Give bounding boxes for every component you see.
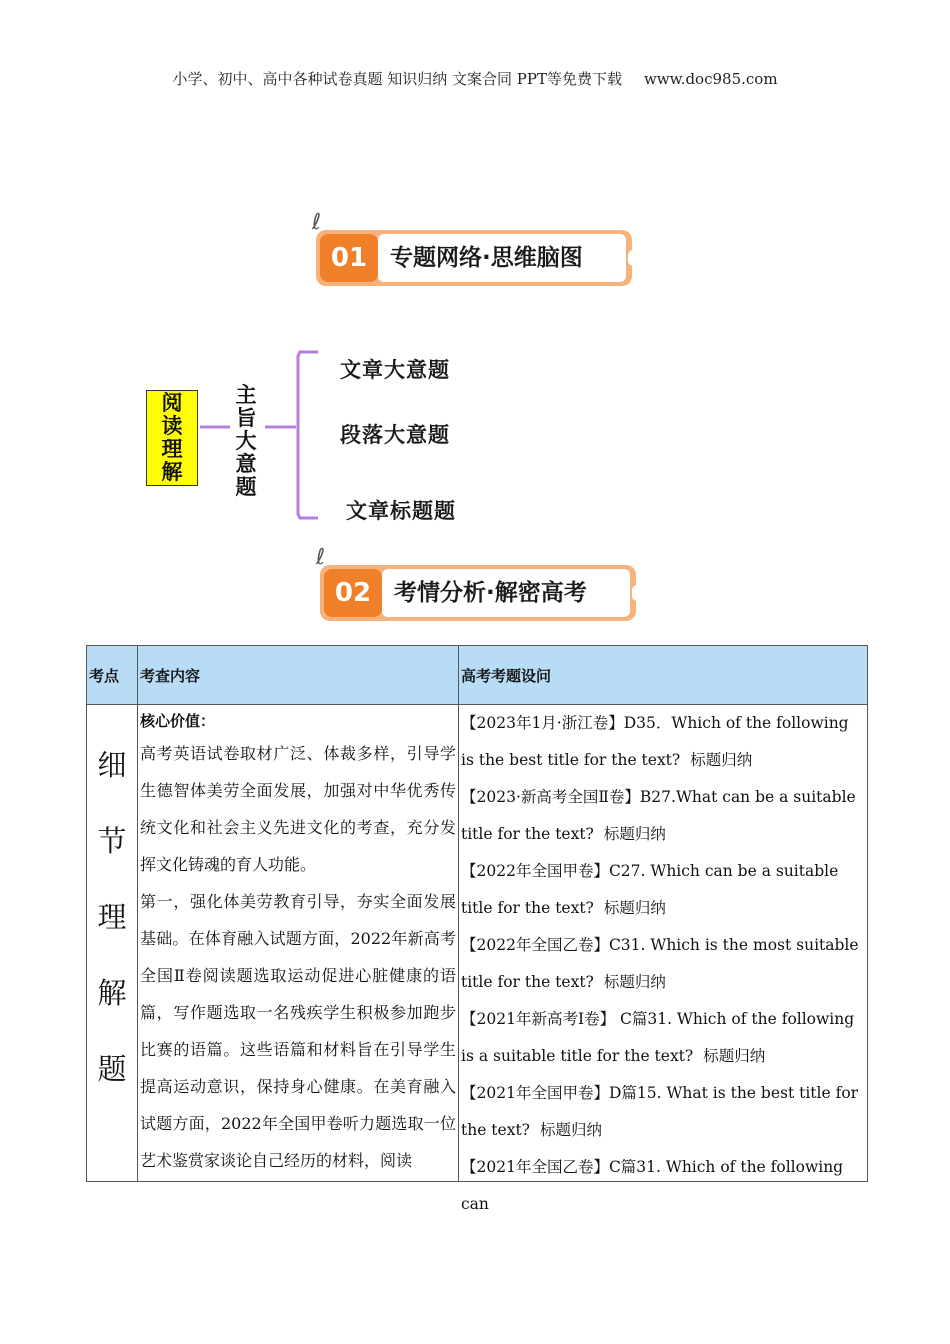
question-tag: 标题归纳 xyxy=(603,973,666,991)
question-tag: 标题归纳 xyxy=(603,899,666,917)
question-tag: 标题归纳 xyxy=(690,751,753,769)
header-content: 考查内容 xyxy=(138,646,459,705)
content-paragraph-1: 高考英语试卷取材广泛、体裁多样，引导学生德智体美劳全面发展，加强对中华优秀传统文化和社会主义先进文化的考查，充分发挥文化铸魂的育人功能。 xyxy=(140,744,456,874)
kaodian-cell xyxy=(87,705,138,1182)
section-title: 考情分析·解密高考 xyxy=(382,569,630,617)
mid-char: 意 xyxy=(235,452,257,476)
root-char: 读 xyxy=(161,414,183,438)
table-header-row xyxy=(87,646,868,705)
mindmap-mid-node xyxy=(230,384,262,499)
root-char: 阅 xyxy=(161,391,183,415)
question-item: 【2021年全国甲卷】D篇15. What is the best title for the text? 标题归纳 xyxy=(461,1084,859,1139)
kaodian-char: 题 xyxy=(97,1052,127,1086)
content-subhead: 核心价值： xyxy=(140,712,216,730)
section-number: 02 xyxy=(324,569,382,617)
header-questions: 高考考题设问 xyxy=(459,646,868,705)
root-char: 解 xyxy=(161,460,183,484)
kaodian-char: 节 xyxy=(97,824,127,858)
question-item: 【2023年1月·浙江卷】D35．Which of the following is the best title for the text? 标题归纳 xyxy=(461,714,849,769)
mindmap-leaf-1: 文章大意题 xyxy=(340,358,450,382)
mindmap-root-node xyxy=(146,390,198,486)
bracket-line xyxy=(298,352,318,518)
question-tag: 标题归纳 xyxy=(603,825,666,843)
root-char: 理 xyxy=(161,437,183,461)
content-cell xyxy=(138,705,459,1182)
questions-cell xyxy=(459,705,868,1213)
exam-analysis-table xyxy=(86,645,868,1213)
question-item: 【2021年全国乙卷】C篇31. Which of the following can xyxy=(461,1158,844,1213)
section-banner-2 xyxy=(316,545,636,621)
mindmap-leaf-3: 文章标题题 xyxy=(346,499,456,523)
section-number: 01 xyxy=(320,234,378,282)
kaodian-char: 细 xyxy=(97,748,127,782)
header-text: 小学、初中、高中各种试卷真题 知识归纳 文案合同 PPT等免费下载 xyxy=(172,70,622,88)
mid-char: 主 xyxy=(235,383,257,407)
question-item: 【2023·新高考全国Ⅱ卷】B27.What can be a suitable title for the text? 标题归纳 xyxy=(461,788,856,843)
header-kaodian: 考点 xyxy=(87,646,138,705)
mid-char: 大 xyxy=(235,429,257,453)
question-tag: 标题归纳 xyxy=(703,1047,766,1065)
table-row xyxy=(87,705,868,1182)
question-tag: 标题归纳 xyxy=(540,1121,603,1139)
section-title: 专题网络·思维脑图 xyxy=(378,234,626,282)
kaodian-char: 解 xyxy=(97,976,127,1010)
kaodian-char: 理 xyxy=(97,900,127,934)
mid-char: 旨 xyxy=(235,406,257,430)
mid-char: 题 xyxy=(235,475,257,499)
mindmap-leaf-2: 段落大意题 xyxy=(340,423,450,447)
question-item: 【2021年新高考I卷】 C篇31. Which of the following is a suitable title for the text? 标题归纳 xyxy=(461,1010,855,1065)
curl-decoration-icon: ℓ xyxy=(316,545,326,570)
question-item: 【2022年全国甲卷】C27. Which can be a suitable title for the text? 标题归纳 xyxy=(461,862,839,917)
question-item: 【2022年全国乙卷】C31. Which is the most suitable title for the text? 标题归纳 xyxy=(461,936,859,991)
header-url[interactable]: www.doc985.com xyxy=(643,70,778,88)
curl-decoration-icon: ℓ xyxy=(312,210,322,235)
content-paragraph-2: 第一，强化体美劳教育引导，夯实全面发展基础。在体育融入试题方面，2022年新高考全国Ⅱ卷阅读题选取运动促进心脏健康的语篇，写作题选取一名残疾学生积极参加跑步比赛的语篇。这些语篇和材料旨在引导学生提高运动意识，保持身心健康。在美育融入试题方面，2022年全国甲卷听力题选取一位艺术鉴赏家谈论自己经历的材料，阅读 xyxy=(140,892,456,1170)
